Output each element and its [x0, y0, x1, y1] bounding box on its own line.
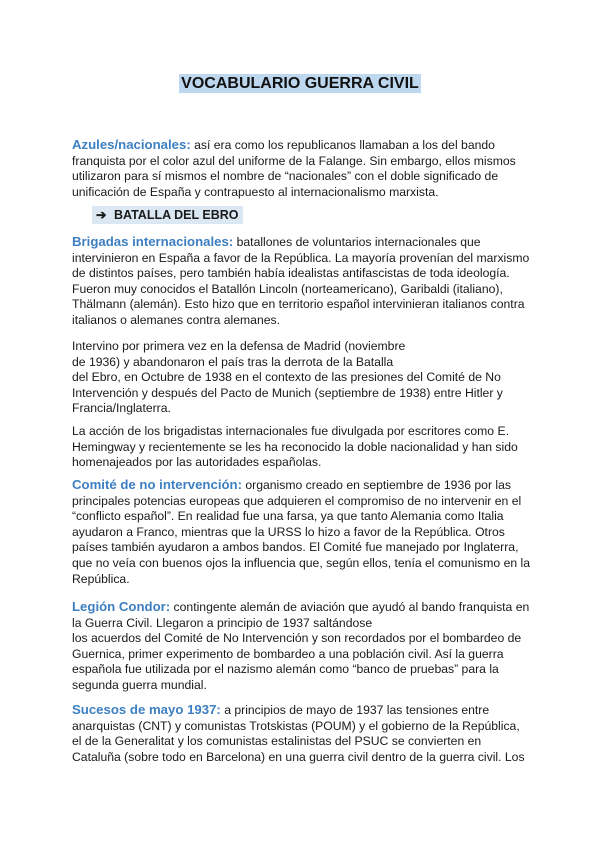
paragraph-accion: La acción de los brigadistas internacionales fue divulgada por escritores como E. Hemingway y recientemente se les ha reconocido la doble nacionalidad y han sido homenajeados por las autoridades españolas. [72, 424, 518, 470]
bullet-batalla-ebro [92, 206, 243, 224]
arrow-icon: ➔ [96, 208, 107, 222]
bullet-label: BATALLA DEL EBRO [113, 208, 239, 222]
paragraph-azules: Azules/nacionales: así era como los republicanos llamaban a los del bando franquista por el color azul del uniforme de la Falange. Sin embargo, ellos mismos utilizaron para sí mismos el nombre de “nacionales” con el doble significado de unificación de España y contrapuesto al internacionalismo marxista. [72, 137, 516, 199]
term-brigadas: Brigadas internacionales: [72, 234, 234, 249]
paragraph-sucesos: Sucesos de mayo 1937: a principios de mayo de 1937 las tensiones entre anarquistas (CNT) y comunistas Trotskistas (POUM) y el gobierno de la República, el de la Generalitat y los comunistas estalinistas del PSUC se convierten en Cataluña (sobre todo en Barcelona) en una guerra civil dentro de la guerra civil. Los [72, 702, 525, 764]
title-container [0, 74, 600, 93]
paragraph-legion: Legión Condor: contingente alemán de aviación que ayudó al bando franquista en la Guerra Civil. Llegaron a principio de 1937 saltándose los acuerdos del Comité de No Intervención y son recordados por el bombardeo de Guernica, primer experimento de bombardeo a una población civil. Así la guerra española fue utilizada por el nazismo alemán como “banco de pruebas” para la segunda guerra mundial. [72, 599, 530, 692]
term-sucesos: Sucesos de mayo 1937: [72, 702, 221, 717]
paragraph-comite: Comité de no intervención: organismo creado en septiembre de 1936 por las principales potencias europeas que adquieren el compromiso de no intervenir en el “conflicto español”. En realidad fue una farsa, ya que tanto Alemania como Italia ayudaron a Franco, mientras que la URSS lo hizo a favor de la República. Otros países también ayudaron a ambos bandos. El Comité fue manejado por Inglaterra, que no veía con buenos ojos la influencia que, según ellos, tenía el comunismo en la República. [72, 477, 531, 586]
paragraph-brigadas: Brigadas internacionales: batallones de voluntarios internacionales que intervinieron en España a favor de la República. La mayoría provenían del marxismo de distintos países, pero también había idealistas antifascistas de toda ideología. Fueron muy conocidos el Batallón Lincoln (norteamericano), Garibaldi (italiano), Thälmann (alemán). Esto hizo que en territorio español intervinieran italianos contra italianos o alemanes contra alemanes. [72, 234, 530, 327]
document-title: VOCABULARIO GUERRA CIVIL [181, 75, 419, 92]
term-comite: Comité de no intervención: [72, 477, 242, 492]
term-azules: Azules/nacionales: [72, 137, 191, 152]
paragraph-intervino: Intervino por primera vez en la defensa de Madrid (noviembre de 1936) y abandonaron el país tras la derrota de la Batalla del Ebro, en Octubre de 1938 en el contexto de las presiones del Comité de No Intervención y después del Pacto de Munich (septiembre de 1938) entre Hitler y Francia/Inglaterra. [72, 339, 503, 416]
term-legion: Legión Condor: [72, 599, 171, 614]
